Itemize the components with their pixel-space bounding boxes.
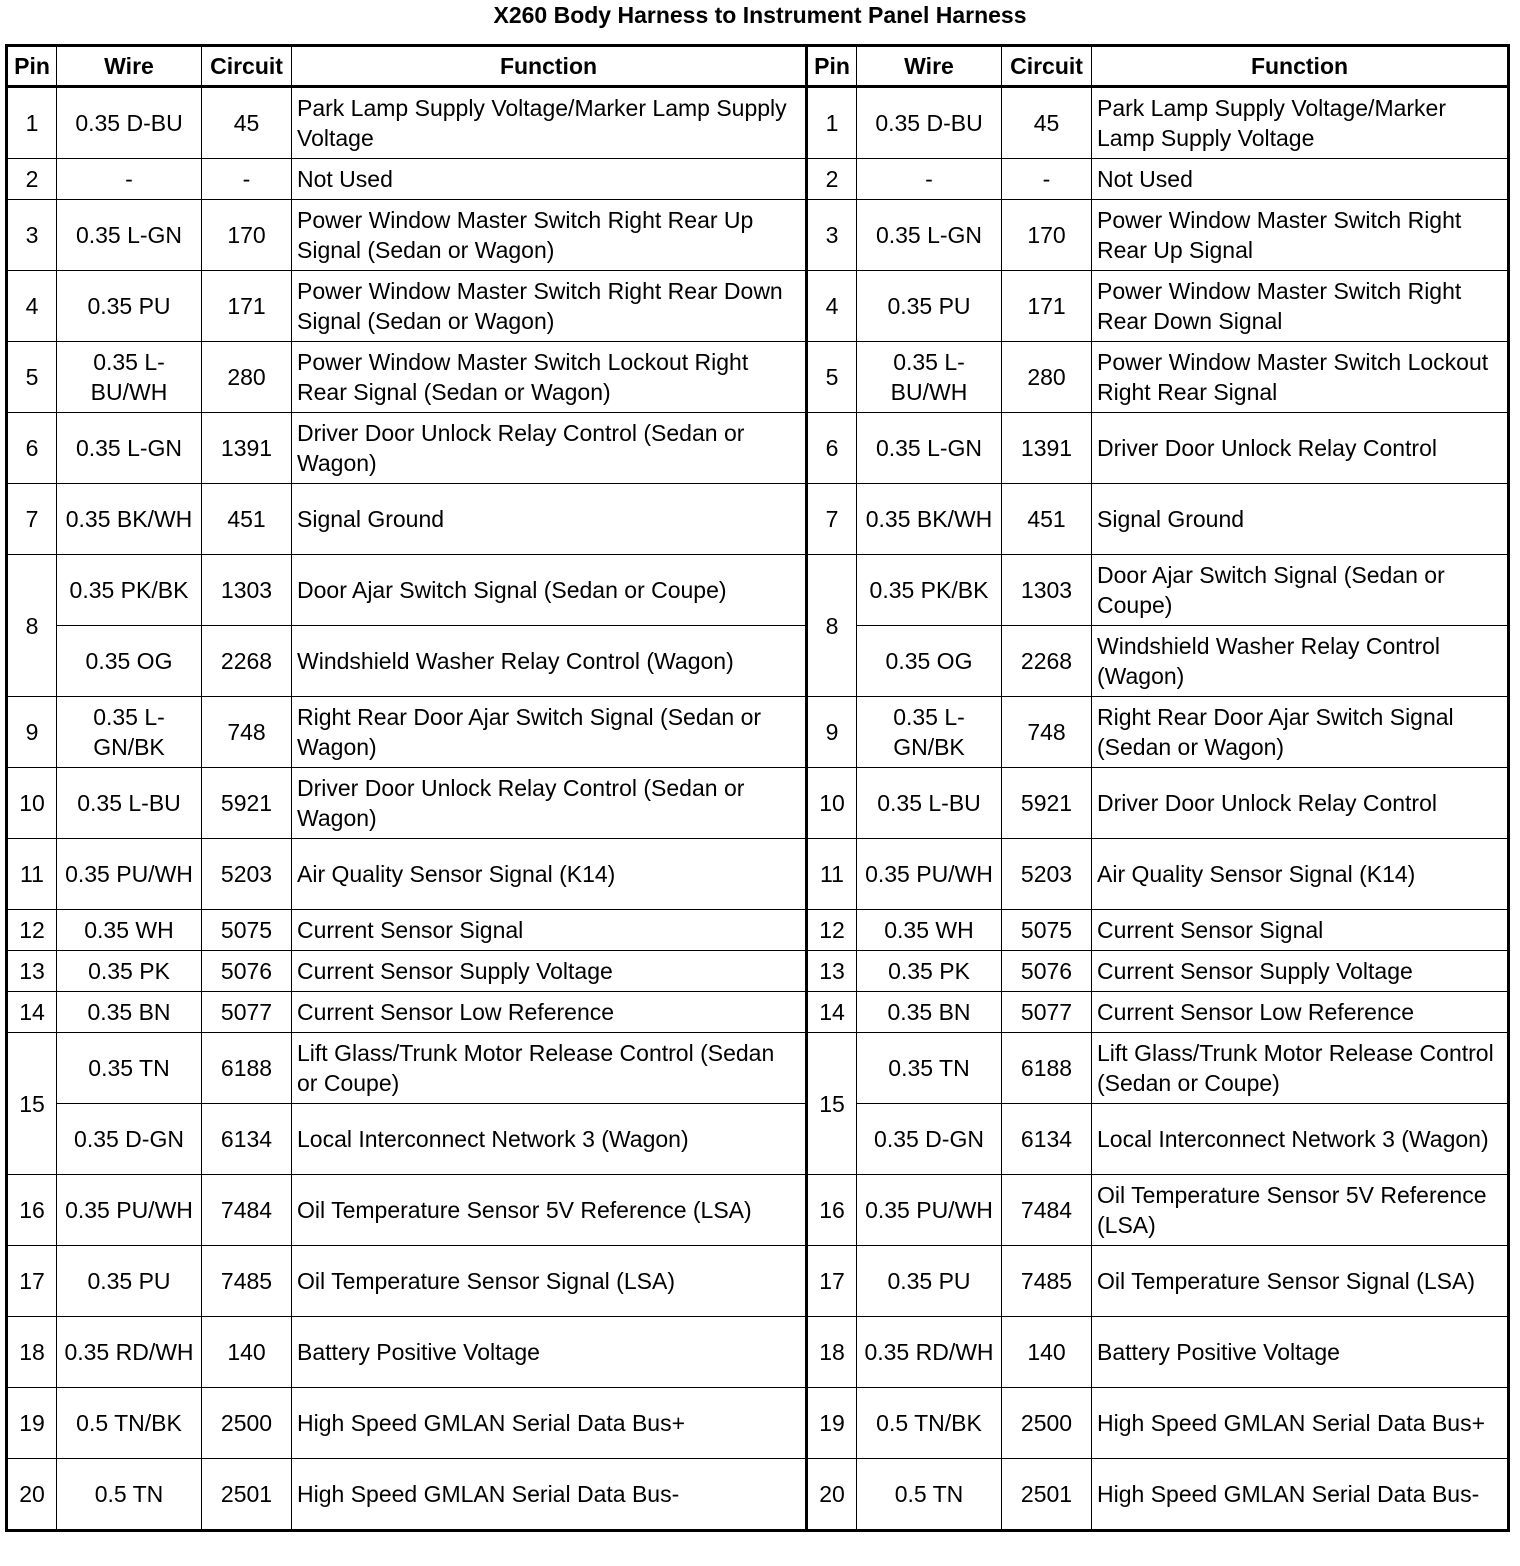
table-row: [7, 992, 1509, 1033]
circuit-cell: 170: [202, 200, 292, 271]
circuit-cell: 2501: [1002, 1459, 1092, 1531]
wire-cell: 0.35 L-GN/BK: [857, 697, 1002, 768]
wire-cell: 0.35 PU: [57, 271, 202, 342]
header-pin: Pin: [7, 46, 57, 87]
table-row: [7, 1175, 1509, 1246]
circuit-cell: 7485: [1002, 1246, 1092, 1317]
pin-cell: 18: [807, 1317, 857, 1388]
wire-cell: 0.35 D-GN: [57, 1104, 202, 1175]
circuit-cell: 5203: [202, 839, 292, 910]
circuit-cell: 748: [1002, 697, 1092, 768]
circuit-cell: 451: [1002, 484, 1092, 555]
pin-cell: 20: [7, 1459, 57, 1531]
pin-cell: 10: [7, 768, 57, 839]
circuit-cell: 5076: [202, 951, 292, 992]
function-cell: Power Window Master Switch Right Rear Down Signal: [1092, 271, 1509, 342]
function-cell: Door Ajar Switch Signal (Sedan or Coupe): [1092, 555, 1509, 626]
header-function: Function: [1092, 46, 1509, 87]
header-function: Function: [292, 46, 807, 87]
pin-cell: 15: [7, 1033, 57, 1175]
wire-cell: 0.35 TN: [857, 1033, 1002, 1104]
circuit-cell: 5076: [1002, 951, 1092, 992]
circuit-cell: 1303: [1002, 555, 1092, 626]
circuit-cell: 45: [1002, 87, 1092, 159]
circuit-cell: 5921: [202, 768, 292, 839]
pin-cell: 9: [807, 697, 857, 768]
circuit-cell: 6134: [202, 1104, 292, 1175]
pin-cell: 1: [7, 87, 57, 159]
table-row: [7, 768, 1509, 839]
circuit-cell: 5077: [202, 992, 292, 1033]
pin-cell: 17: [807, 1246, 857, 1317]
wire-cell: 0.5 TN/BK: [57, 1388, 202, 1459]
wire-cell: 0.35 PU/WH: [857, 839, 1002, 910]
pin-cell: 13: [7, 951, 57, 992]
pin-cell: 8: [7, 555, 57, 697]
wire-cell: 0.35 D-BU: [57, 87, 202, 159]
pin-cell: 11: [807, 839, 857, 910]
wire-cell: 0.35 L-GN/BK: [57, 697, 202, 768]
pin-cell: 6: [7, 413, 57, 484]
function-cell: Lift Glass/Trunk Motor Release Control (Sedan or Coupe): [292, 1033, 807, 1104]
function-cell: High Speed GMLAN Serial Data Bus-: [292, 1459, 807, 1531]
wire-cell: 0.35 PK: [57, 951, 202, 992]
function-cell: Right Rear Door Ajar Switch Signal (Sedan or Wagon): [1092, 697, 1509, 768]
table-row: [7, 1317, 1509, 1388]
circuit-cell: 1303: [202, 555, 292, 626]
circuit-cell: 5075: [202, 910, 292, 951]
pin-cell: 14: [7, 992, 57, 1033]
wire-cell: 0.35 PU/WH: [57, 839, 202, 910]
pin-cell: 1: [807, 87, 857, 159]
table-row: [7, 1388, 1509, 1459]
header-wire: Wire: [57, 46, 202, 87]
pin-cell: 10: [807, 768, 857, 839]
table-row: [7, 839, 1509, 910]
wire-cell: 0.35 D-GN: [857, 1104, 1002, 1175]
table-row: [7, 1246, 1509, 1317]
pin-cell: 13: [807, 951, 857, 992]
function-cell: Current Sensor Supply Voltage: [1092, 951, 1509, 992]
function-cell: Power Window Master Switch Right Rear Up Signal: [1092, 200, 1509, 271]
wire-cell: 0.35 PK/BK: [857, 555, 1002, 626]
table-row: [7, 626, 1509, 697]
circuit-cell: 140: [202, 1317, 292, 1388]
function-cell: Local Interconnect Network 3 (Wagon): [1092, 1104, 1509, 1175]
pin-cell: 17: [7, 1246, 57, 1317]
wire-cell: 0.35 L-BU: [857, 768, 1002, 839]
header-row: [7, 46, 1509, 87]
wire-cell: 0.35 PU: [57, 1246, 202, 1317]
circuit-cell: 748: [202, 697, 292, 768]
circuit-cell: 7484: [1002, 1175, 1092, 1246]
table-row: [7, 1459, 1509, 1531]
function-cell: Park Lamp Supply Voltage/Marker Lamp Supply Voltage: [1092, 87, 1509, 159]
circuit-cell: 45: [202, 87, 292, 159]
table-row: [7, 271, 1509, 342]
pin-cell: 8: [807, 555, 857, 697]
function-cell: Driver Door Unlock Relay Control (Sedan or Wagon): [292, 413, 807, 484]
function-cell: Local Interconnect Network 3 (Wagon): [292, 1104, 807, 1175]
circuit-cell: 1391: [1002, 413, 1092, 484]
pin-cell: 3: [807, 200, 857, 271]
function-cell: Right Rear Door Ajar Switch Signal (Sedan or Wagon): [292, 697, 807, 768]
pin-cell: 12: [807, 910, 857, 951]
wire-cell: 0.35 L-BU/WH: [857, 342, 1002, 413]
pin-cell: 9: [7, 697, 57, 768]
function-cell: Battery Positive Voltage: [292, 1317, 807, 1388]
wire-cell: 0.35 PU/WH: [57, 1175, 202, 1246]
function-cell: Current Sensor Supply Voltage: [292, 951, 807, 992]
function-cell: Not Used: [292, 159, 807, 200]
function-cell: Lift Glass/Trunk Motor Release Control (Sedan or Coupe): [1092, 1033, 1509, 1104]
function-cell: Current Sensor Low Reference: [292, 992, 807, 1033]
pin-cell: 7: [807, 484, 857, 555]
circuit-cell: 6188: [1002, 1033, 1092, 1104]
wire-cell: 0.35 BN: [857, 992, 1002, 1033]
pin-cell: 2: [807, 159, 857, 200]
circuit-cell: 2500: [1002, 1388, 1092, 1459]
wire-cell: 0.35 L-GN: [57, 413, 202, 484]
wire-cell: 0.35 L-GN: [857, 413, 1002, 484]
table-row: [7, 1033, 1509, 1104]
pin-cell: 16: [7, 1175, 57, 1246]
table-row: [7, 910, 1509, 951]
pin-cell: 6: [807, 413, 857, 484]
pin-cell: 19: [807, 1388, 857, 1459]
circuit-cell: 171: [202, 271, 292, 342]
pin-cell: 15: [807, 1033, 857, 1175]
function-cell: Battery Positive Voltage: [1092, 1317, 1509, 1388]
pin-cell: 2: [7, 159, 57, 200]
table-row: [7, 342, 1509, 413]
wire-cell: 0.35 L-GN: [57, 200, 202, 271]
pin-cell: 4: [807, 271, 857, 342]
wire-cell: 0.35 PU/WH: [857, 1175, 1002, 1246]
function-cell: High Speed GMLAN Serial Data Bus+: [1092, 1388, 1509, 1459]
function-cell: Signal Ground: [1092, 484, 1509, 555]
table-row: [7, 1104, 1509, 1175]
circuit-cell: 7485: [202, 1246, 292, 1317]
function-cell: Air Quality Sensor Signal (K14): [1092, 839, 1509, 910]
table-row: [7, 697, 1509, 768]
function-cell: Oil Temperature Sensor Signal (LSA): [292, 1246, 807, 1317]
wire-cell: 0.35 OG: [857, 626, 1002, 697]
pin-cell: 5: [807, 342, 857, 413]
function-cell: Power Window Master Switch Right Rear Up Signal (Sedan or Wagon): [292, 200, 807, 271]
function-cell: Current Sensor Signal: [1092, 910, 1509, 951]
function-cell: High Speed GMLAN Serial Data Bus-: [1092, 1459, 1509, 1531]
function-cell: Oil Temperature Sensor 5V Reference (LSA): [292, 1175, 807, 1246]
function-cell: Windshield Washer Relay Control (Wagon): [292, 626, 807, 697]
document-title: X260 Body Harness to Instrument Panel Harness: [493, 2, 1027, 28]
function-cell: Power Window Master Switch Lockout Right Rear Signal: [1092, 342, 1509, 413]
wire-cell: 0.35 BK/WH: [57, 484, 202, 555]
wire-cell: 0.5 TN/BK: [857, 1388, 1002, 1459]
function-cell: Door Ajar Switch Signal (Sedan or Coupe): [292, 555, 807, 626]
function-cell: Air Quality Sensor Signal (K14): [292, 839, 807, 910]
wire-cell: 0.35 BK/WH: [857, 484, 1002, 555]
function-cell: Signal Ground: [292, 484, 807, 555]
wire-cell: 0.35 WH: [57, 910, 202, 951]
function-cell: Park Lamp Supply Voltage/Marker Lamp Supply Voltage: [292, 87, 807, 159]
pin-cell: 14: [807, 992, 857, 1033]
circuit-cell: 2501: [202, 1459, 292, 1531]
wire-cell: 0.35 PU: [857, 1246, 1002, 1317]
function-cell: Oil Temperature Sensor Signal (LSA): [1092, 1246, 1509, 1317]
connector-pinout-table: [5, 44, 1510, 1532]
function-cell: Driver Door Unlock Relay Control: [1092, 768, 1509, 839]
header-wire: Wire: [857, 46, 1002, 87]
wire-cell: 0.35 RD/WH: [57, 1317, 202, 1388]
header-pin: Pin: [807, 46, 857, 87]
circuit-cell: 280: [202, 342, 292, 413]
function-cell: Oil Temperature Sensor 5V Reference (LSA): [1092, 1175, 1509, 1246]
circuit-cell: 5077: [1002, 992, 1092, 1033]
pin-cell: 4: [7, 271, 57, 342]
circuit-cell: 6188: [202, 1033, 292, 1104]
wire-cell: -: [857, 159, 1002, 200]
circuit-cell: 7484: [202, 1175, 292, 1246]
function-cell: Power Window Master Switch Right Rear Down Signal (Sedan or Wagon): [292, 271, 807, 342]
circuit-cell: 2500: [202, 1388, 292, 1459]
pin-cell: 19: [7, 1388, 57, 1459]
function-cell: High Speed GMLAN Serial Data Bus+: [292, 1388, 807, 1459]
wire-cell: 0.35 PK: [857, 951, 1002, 992]
circuit-cell: 171: [1002, 271, 1092, 342]
table-row: [7, 413, 1509, 484]
wire-cell: 0.5 TN: [57, 1459, 202, 1531]
table-row: [7, 200, 1509, 271]
circuit-cell: 140: [1002, 1317, 1092, 1388]
wire-cell: 0.35 L-BU/WH: [57, 342, 202, 413]
wire-cell: 0.35 WH: [857, 910, 1002, 951]
wire-cell: 0.35 RD/WH: [857, 1317, 1002, 1388]
pin-cell: 18: [7, 1317, 57, 1388]
wire-cell: -: [57, 159, 202, 200]
wire-cell: 0.35 BN: [57, 992, 202, 1033]
pin-cell: 16: [807, 1175, 857, 1246]
function-cell: Driver Door Unlock Relay Control (Sedan or Wagon): [292, 768, 807, 839]
table-row: [7, 159, 1509, 200]
wire-cell: 0.35 OG: [57, 626, 202, 697]
pin-cell: 7: [7, 484, 57, 555]
wire-cell: 0.35 TN: [57, 1033, 202, 1104]
pin-cell: 3: [7, 200, 57, 271]
table-row: [7, 951, 1509, 992]
table-row: [7, 484, 1509, 555]
header-circuit: Circuit: [202, 46, 292, 87]
pin-cell: 12: [7, 910, 57, 951]
function-cell: Driver Door Unlock Relay Control: [1092, 413, 1509, 484]
pin-cell: 20: [807, 1459, 857, 1531]
wire-cell: 0.35 L-BU: [57, 768, 202, 839]
wire-cell: 0.35 PK/BK: [57, 555, 202, 626]
circuit-cell: 5075: [1002, 910, 1092, 951]
circuit-cell: -: [202, 159, 292, 200]
pin-cell: 11: [7, 839, 57, 910]
function-cell: Current Sensor Signal: [292, 910, 807, 951]
circuit-cell: 451: [202, 484, 292, 555]
function-cell: Windshield Washer Relay Control (Wagon): [1092, 626, 1509, 697]
circuit-cell: 5921: [1002, 768, 1092, 839]
wire-cell: 0.35 D-BU: [857, 87, 1002, 159]
function-cell: Not Used: [1092, 159, 1509, 200]
pin-cell: 5: [7, 342, 57, 413]
circuit-cell: -: [1002, 159, 1092, 200]
wire-cell: 0.35 PU: [857, 271, 1002, 342]
circuit-cell: 5203: [1002, 839, 1092, 910]
circuit-cell: 2268: [202, 626, 292, 697]
header-circuit: Circuit: [1002, 46, 1092, 87]
function-cell: Power Window Master Switch Lockout Right Rear Signal (Sedan or Wagon): [292, 342, 807, 413]
function-cell: Current Sensor Low Reference: [1092, 992, 1509, 1033]
circuit-cell: 1391: [202, 413, 292, 484]
wire-cell: 0.5 TN: [857, 1459, 1002, 1531]
circuit-cell: 2268: [1002, 626, 1092, 697]
wire-cell: 0.35 L-GN: [857, 200, 1002, 271]
table-row: [7, 87, 1509, 159]
circuit-cell: 280: [1002, 342, 1092, 413]
circuit-cell: 170: [1002, 200, 1092, 271]
table-row: [7, 555, 1509, 626]
circuit-cell: 6134: [1002, 1104, 1092, 1175]
